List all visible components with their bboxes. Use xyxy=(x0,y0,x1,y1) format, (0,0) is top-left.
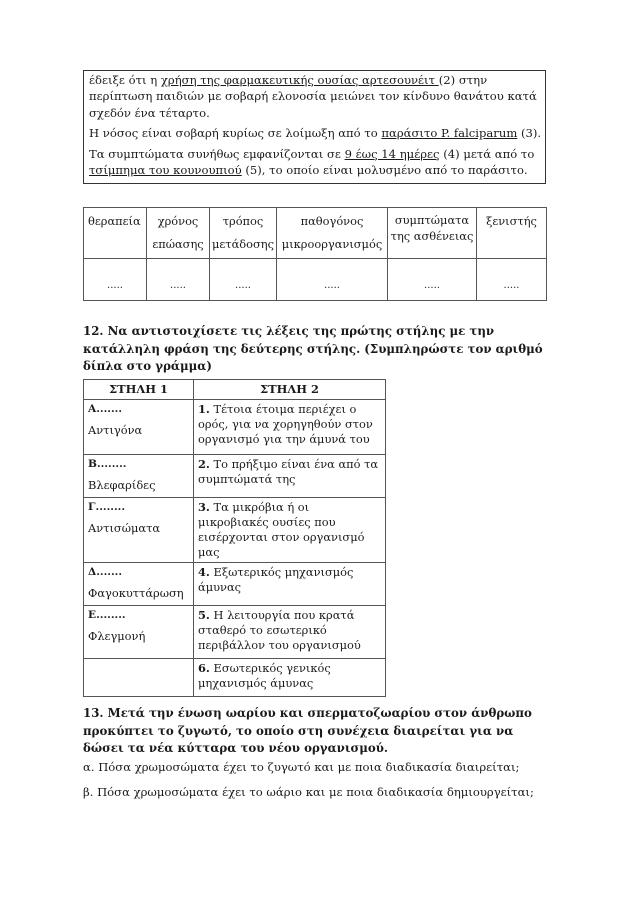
item-description: Τα μικρόβια ή οι μικροβιακές ουσίες που εισέρχονται στον οργανισμό μας xyxy=(198,500,365,559)
matching-row xyxy=(84,606,386,659)
text: (4) μετά από το xyxy=(439,146,535,161)
column-1-cell-empty xyxy=(84,659,194,697)
matching-row xyxy=(84,498,386,563)
column-2-cell xyxy=(194,563,386,606)
column-2-cell xyxy=(194,455,386,498)
column-2-header: ΣΤΗΛΗ 2 xyxy=(194,380,386,400)
header-cell: ξενιστής xyxy=(477,208,547,259)
term: Φαγοκυττάρωση xyxy=(88,586,184,600)
classification-table xyxy=(83,207,547,301)
term: Αντισώματα xyxy=(88,521,161,535)
text: Η νόσος είναι σοβαρή κυρίως σε λοίμωξη από το xyxy=(89,126,382,141)
column-2-cell xyxy=(194,498,386,563)
column-1-cell[interactable] xyxy=(84,455,194,498)
item-number: 4. xyxy=(198,565,210,579)
question-13-a: α. Πόσα χρωμοσώματα έχει το ζυγωτό και με ποια διαδικασία διαιρείται; xyxy=(83,760,520,774)
table-answer-row xyxy=(84,259,547,301)
passage-paragraph-3 xyxy=(89,146,545,179)
header-cell: συμπτώματα της ασθένειας xyxy=(388,208,477,259)
column-2-cell xyxy=(194,659,386,697)
question-13-b: β. Πόσα χρωμοσώματα έχει το ωάριο και με ποια διαδικασία δημιουργείται; xyxy=(83,785,534,799)
column-2-cell xyxy=(194,606,386,659)
matching-row xyxy=(84,400,386,455)
item-description: Η λειτουργία που κρατά σταθερό το εσωτερικό περιβάλλον του οργανισμού xyxy=(198,608,361,652)
matching-row xyxy=(84,563,386,606)
passage-paragraph-1 xyxy=(89,72,545,121)
item-number: 3. xyxy=(198,500,210,514)
answer-letter[interactable]: Γ........ xyxy=(88,501,126,513)
blank-cell[interactable]: ..... xyxy=(388,259,477,301)
question-13: 13. Μετά την ένωση ωαρίου και σπερματοζωαρίου στον άνθρωπο προκύπτει το ζυγωτό, το οποίο στη συνέχεια διαιρείται για να δώσει τα νέα κύτταρα του νέου οργανισμού. xyxy=(83,706,532,755)
column-1-cell[interactable] xyxy=(84,498,194,563)
matching-row xyxy=(84,659,386,697)
answer-letter[interactable]: Β........ xyxy=(88,458,127,470)
item-number: 2. xyxy=(198,457,210,471)
answer-letter[interactable]: Ε........ xyxy=(88,609,126,621)
blank-cell[interactable]: ..... xyxy=(277,259,388,301)
table-header-row xyxy=(84,208,547,259)
blank-cell[interactable]: ..... xyxy=(210,259,277,301)
text: (3). xyxy=(517,126,542,141)
column-2-cell xyxy=(194,400,386,455)
matching-table xyxy=(83,379,386,697)
column-1-cell[interactable] xyxy=(84,606,194,659)
header-cell: παθογόνος μικροοργανισμός xyxy=(277,208,388,259)
column-1-cell[interactable] xyxy=(84,563,194,606)
column-1-cell[interactable] xyxy=(84,400,194,455)
question-12: 12. Να αντιστοιχίσετε τις λέξεις της πρώτης στήλης με την κατάλληλη φράση της δεύτερης στήλης. (Συμπληρώστε τον αριθμό δίπλα στο γράμμα) xyxy=(83,324,543,373)
passage-paragraph-2 xyxy=(89,125,545,141)
matching-row xyxy=(84,455,386,498)
item-number: 1. xyxy=(198,402,210,416)
underlined-term-5: τσίμπημα του κουνουπιού xyxy=(89,163,242,178)
underlined-term-4: 9 έως 14 ημέρες xyxy=(344,146,440,161)
matching-header-row xyxy=(84,380,386,400)
text: (5), το οποίο είναι μολυσμένο από το παράσιτο. xyxy=(241,163,528,178)
term: Φλεγμονή xyxy=(88,629,146,643)
underlined-term-3: παράσιτο P. falciparum xyxy=(381,126,518,141)
header-cell: χρόνος επώασης xyxy=(147,208,210,259)
text: (2) στην περίπτωση παιδιών με σοβαρή ελονοσία μειώνει τον κίνδυνο θανάτου κατά σχεδόν ένα τέταρτο. xyxy=(89,73,537,120)
item-number: 6. xyxy=(198,661,210,675)
item-number: 5. xyxy=(198,608,210,622)
item-description: Το πρήξιμο είναι ένα από τα συμπτώματά της xyxy=(198,457,379,486)
answer-letter[interactable]: Δ....... xyxy=(88,566,123,578)
underlined-term-2: χρήση της φαρμακευτικής ουσίας αρτεσουνέιτ xyxy=(160,73,439,87)
term: Βλεφαρίδες xyxy=(88,478,156,492)
text: έδειξε ότι η xyxy=(89,73,161,87)
text: Τα συμπτώματα συνήθως εμφανίζονται σε xyxy=(89,146,345,161)
blank-cell[interactable]: ..... xyxy=(147,259,210,301)
column-1-header: ΣΤΗΛΗ 1 xyxy=(84,380,194,400)
term: Αντιγόνα xyxy=(88,423,143,437)
answer-letter[interactable]: Α....... xyxy=(88,403,123,415)
header-cell: τρόπος μετάδοσης xyxy=(210,208,277,259)
blank-cell[interactable]: ..... xyxy=(477,259,547,301)
item-description: Εξωτερικός μηχανισμός άμυνας xyxy=(198,565,354,594)
blank-cell[interactable]: ..... xyxy=(84,259,147,301)
item-description: Εσωτερικός γενικός μηχανισμός άμυνας xyxy=(198,661,331,690)
header-cell: θεραπεία xyxy=(84,208,147,259)
passage-box xyxy=(83,70,546,184)
item-description: Τέτοια έτοιμα περιέχει ο ορός, για να χορηγηθούν στον οργανισμό για την άμυνά του xyxy=(198,402,373,446)
